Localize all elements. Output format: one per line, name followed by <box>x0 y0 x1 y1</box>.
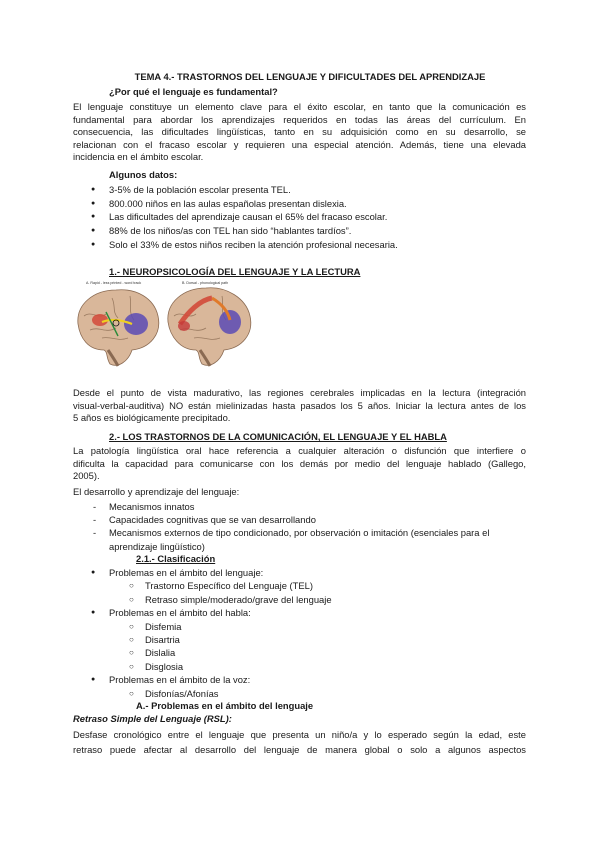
list-item: ● Problemas en el ámbito del lenguaje: <box>109 566 509 579</box>
list-item: ● Problemas en el ámbito de la voz: <box>109 673 509 686</box>
question-heading: ¿Por qué el lenguaje es fundamental? <box>109 86 278 97</box>
classification-list <box>109 673 509 686</box>
list-item: ● 88% de los niños/as con TEL han sido “hablantes tardíos”. <box>109 224 529 238</box>
sublist-item: ○ Disglosia <box>145 660 505 673</box>
text-line: relacionan con el fracaso escolar y requieren una especial atención. Además, tiene una elevada <box>73 138 526 150</box>
section-1-heading: 1.- NEUROPSICOLOGÍA DEL LENGUAJE Y LA LECTURA <box>109 266 361 277</box>
sublist-item: ○ Disfonías/Afonías <box>145 687 505 700</box>
text-line: retraso puede afectar al desarrollo del lenguaje de manera global o solo a algunos aspectos <box>73 744 526 755</box>
sublist-item: ○ Retraso simple/moderado/grave del lenguaje <box>145 593 505 606</box>
development-list <box>109 500 527 553</box>
list-item: ● 800.000 niños en las aulas españolas presentan dislexia. <box>109 197 529 211</box>
list-item: - Mecanismos externos de tipo condicionado, por observación o imitación (esenciales para el <box>109 526 527 539</box>
rsl-paragraph <box>73 727 526 757</box>
text-line: visual-verbal-auditiva) NO están mielinizadas hasta pasados los 5 años. Iniciar la lectura antes de los <box>73 399 526 411</box>
list-item: ● Solo el 33% de estos niños reciben la atención profesional necesaria. <box>109 238 529 252</box>
text-line: Desde el punto de vista madurativo, las regiones cerebrales implicadas en la lectura (integración <box>73 387 526 398</box>
pathology-paragraph <box>73 445 526 483</box>
data-heading: Algunos datos: <box>109 169 178 180</box>
rsl-heading: Retraso Simple del Lenguaje (RSL): <box>73 713 232 724</box>
intro-paragraph <box>73 101 526 164</box>
section-2-heading: 2.- LOS TRASTORNOS DE LA COMUNICACIÓN, EL LENGUAJE Y EL HABLA <box>109 431 447 442</box>
figure-label-b: B. Dorsal - phonological path <box>182 281 229 285</box>
text-line: 2005). <box>73 470 100 482</box>
development-intro: El desarrollo y aprendizaje del lenguaje: <box>73 486 240 497</box>
classification-list <box>109 566 509 579</box>
classification-sublist <box>145 620 505 674</box>
list-item: ● Las dificultades del aprendizaje causan el 65% del fracaso escolar. <box>109 210 529 224</box>
list-item-continuation: aprendizaje lingüístico) <box>109 540 205 552</box>
sublist-item: ○ Dislalia <box>145 646 505 659</box>
sublist-item: ○ Disartria <box>145 633 505 646</box>
text-line: fundamental para abordar los aprendizajes requeridos en todas las áreas del currículum. En <box>73 113 526 125</box>
text-line: Desfase cronológico entre el lenguaje que presenta un niño/a y lo esperado según la edad, este <box>73 729 526 740</box>
sublist-item: ○ Disfemia <box>145 620 505 633</box>
brain-figure <box>72 276 258 372</box>
text-line: dificulta la capacidad para comunicarse con los demás por medio del lenguaje hablado (Gallego, <box>73 457 526 469</box>
classification-sublist <box>145 687 505 700</box>
list-item: ● Problemas en el ámbito del habla: <box>109 606 509 619</box>
subsection-a-heading: A.- Problemas en el ámbito del lenguaje <box>136 700 314 711</box>
figure-label-a: A. Rapid - less printed - word track <box>86 281 142 285</box>
text-line: 5 años es biológicamente precipitado. <box>73 412 231 424</box>
maturation-paragraph <box>73 387 526 425</box>
data-list <box>109 183 529 252</box>
text-line: incidencia en el ámbito escolar. <box>73 151 204 163</box>
classification-sublist <box>145 579 505 606</box>
brain-right <box>168 288 251 366</box>
list-item: - Mecanismos innatos <box>109 500 527 513</box>
text-line: consecuencia, las dificultades lingüísticas, tanto en su adquisición como en su desarrollo, se <box>73 126 526 138</box>
text-line: La patología lingüística oral hace referencia a cualquier alteración o disfunción que interfiere o <box>73 445 526 456</box>
classification-list <box>109 606 509 619</box>
brain-left <box>78 290 159 366</box>
subsection-heading: 2.1.- Clasificación <box>136 553 216 564</box>
page-title: TEMA 4.- TRASTORNOS DEL LENGUAJE Y DIFICULTADES DEL APRENDIZAJE <box>134 71 486 82</box>
list-item: - Capacidades cognitivas que se van desarrollando <box>109 513 527 526</box>
sublist-item: ○ Trastorno Específico del Lenguaje (TEL) <box>145 579 505 592</box>
list-item: ● 3-5% de la población escolar presenta TEL. <box>109 183 529 197</box>
text-line: El lenguaje constituye un elemento clave para el éxito escolar, en tanto que la comunicación es <box>73 101 526 112</box>
